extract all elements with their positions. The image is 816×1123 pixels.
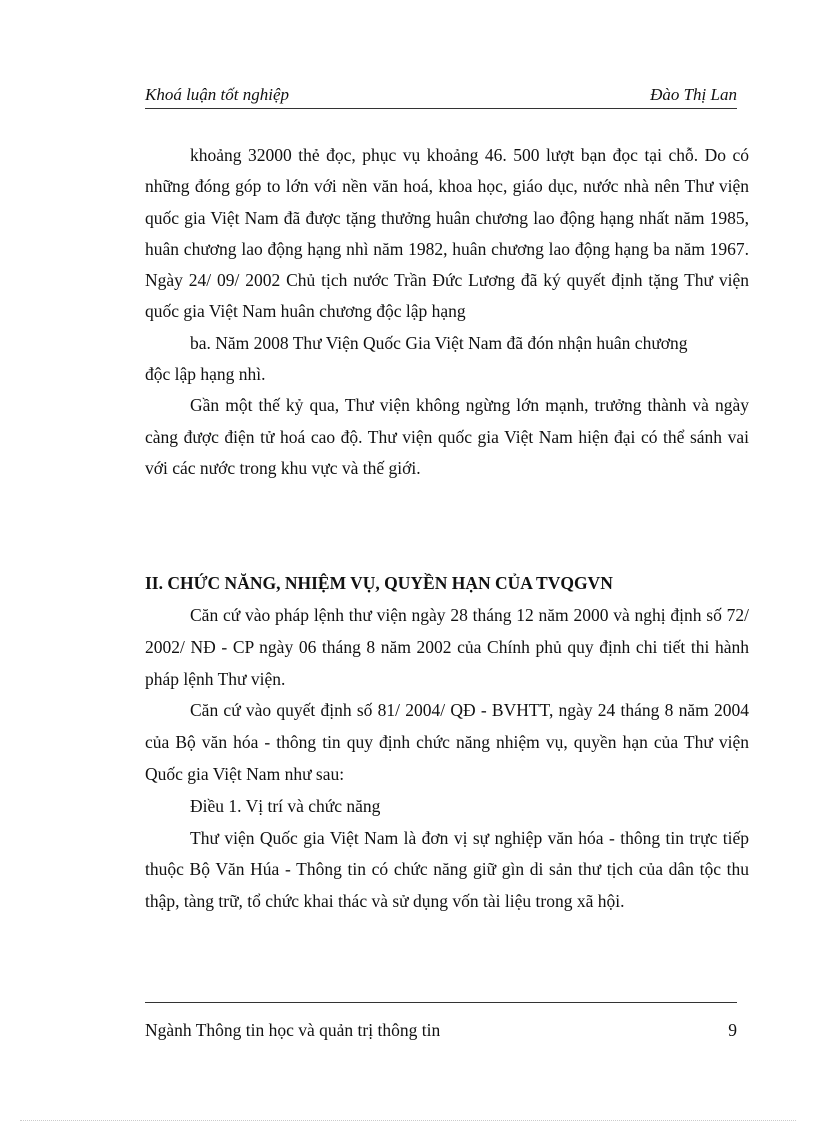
paragraph: Gần một thế kỷ qua, Thư viện không ngừng lớn mạnh, trưởng thành và ngày càng được điện tử hoá cao độ. Thư viện quốc gia Việt Nam hiện đại có thể sánh vai với các nước trong khu vực và thế giới. [145,395,749,478]
header-author-name: Đào Thị Lan [650,85,737,104]
paragraph: Thư viện Quốc gia Việt Nam là đơn vị sự nghiệp văn hóa - thông tin trực tiếp thuộc Bộ Văn Húa - Thông tin có chức năng giữ gìn di sản thư tịch của dân tộc thu thập, tàng trữ, tổ chức khai thác và sử dụng vốn tài liệu trong xã hội. [145,827,749,912]
footer-divider [145,1002,737,1003]
page-number: 9 [728,1020,737,1040]
paragraph: độc lập hạng nhì. [145,364,266,385]
page-header [145,84,737,109]
paragraph: ba. Năm 2008 Thư Viện Quốc Gia Việt Nam đã đón nhận huân chương [190,332,688,353]
paragraph: Căn cứ vào pháp lệnh thư viện ngày 28 tháng 12 năm 2000 và nghị định số 72/ 2002/ NĐ - CP ngày 06 tháng 8 năm 2002 của Chính phủ quy định chi tiết thi hành pháp lệnh Thư viện. [145,605,749,689]
article-heading: Điều 1. Vị trí và chức năng [190,795,381,816]
section-2-body [145,600,749,918]
paragraph: Căn cứ vào quyết định số 81/ 2004/ QĐ - BVHTT, ngày 24 tháng 8 năm 2004 của Bộ văn hóa - thông tin quy định chức năng nhiệm vụ, quyền hạn của Thư viện Quốc gia Việt Nam như sau: [145,700,749,784]
section-1-body [145,140,749,484]
paragraph: khoảng 32000 thẻ đọc, phục vụ khoảng 46. 500 lượt bạn đọc tại chỗ. Do có những đóng góp to lớn với nền văn hoá, khoa học, giáo dục, nước nhà nên Thư viện quốc gia Việt Nam đã được tặng thưởng huân chương lao động hạng nhất năm 1985, huân chương lao động hạng nhì năm 1982, huân chương lao động hạng ba năm 1967. Ngày 24/ 09/ 2002 Chủ tịch nước Trần Đức Lương đã ký quyết định tặng Thư viện quốc gia Việt Nam huân chương độc lập hạng [145,145,749,322]
section-heading: II. CHỨC NĂNG, NHIỆM VỤ, QUYỀN HẠN CỦA TVQGVN [145,573,613,593]
footer-department: Ngành Thông tin học và quản trị thông tin [145,1020,441,1040]
page-edge-divider [20,1120,796,1121]
header-thesis-label: Khoá luận tốt nghiệp [145,85,290,104]
